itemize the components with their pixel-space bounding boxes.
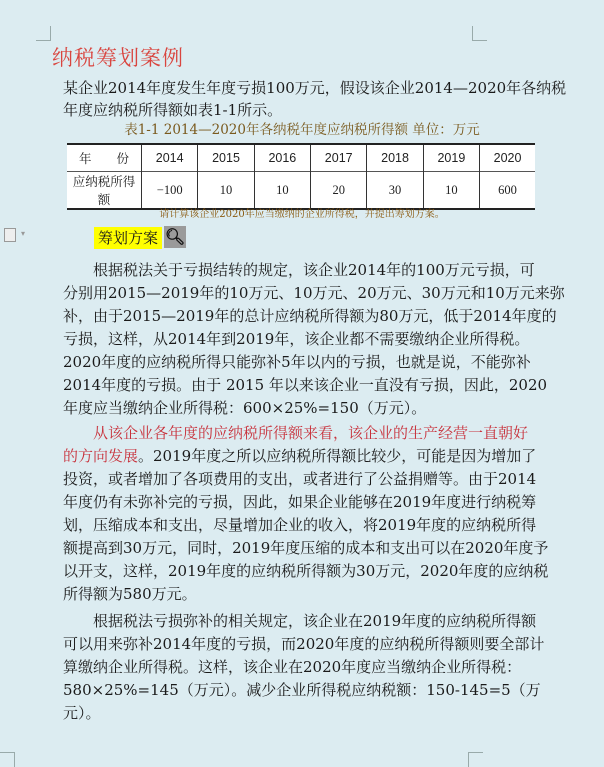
paragraph-line: 算缴纳企业所得税。这样，该企业在2020年度应当缴纳企业所得税：: [63, 658, 522, 676]
paragraph-line: 年度仍有未弥补完的亏损，因此，如果企业能够在2019年度进行纳税筹: [63, 493, 537, 511]
intro-line: 某企业2014年度发生年度亏损100万元，假设该企业2014—2020年各纳税: [63, 79, 567, 97]
table-cell: 10: [423, 172, 479, 210]
paragraph-line: 2014年度的亏损。由于 2015 年以来该企业一直没有亏损，因此，2020: [63, 376, 548, 394]
header-cell: 2018: [367, 144, 423, 172]
paragraph-line: [63, 446, 536, 466]
paragraph-line: 元）。: [63, 704, 101, 722]
paragraph-line: 年度应当缴纳企业所得税：600×25%=150（万元）。: [63, 399, 427, 417]
paragraph-line: 所得额为580万元。: [63, 585, 197, 603]
paragraph-line: 以开支，这样，2019年度的应纳税所得额为30万元，2020年度的应纳税: [63, 562, 549, 580]
paragraph-line: 根据税法亏损弥补的相关规定，该企业在2019年度的应纳税所得额: [93, 612, 537, 630]
table-header-row: [67, 144, 535, 172]
paragraph-line: 补，由于2015—2019年的总计应纳税所得额为80万元，低于2014年度的: [63, 307, 557, 325]
taxable-income-table: [67, 143, 535, 210]
plan-label: 筹划方案: [94, 227, 162, 249]
header-cell: 2019: [423, 144, 479, 172]
header-cell: 2014: [142, 144, 198, 172]
paragraph-line: 可以用来弥补2014年度的亏损，而2020年度的应纳税所得额则要全部计: [63, 635, 545, 653]
paragraph-line: 2020年度的应纳税所得只能弥补5年以内的亏损，也就是说，不能弥补: [63, 353, 531, 371]
highlighted-line: 从该企业各年度的应纳税所得额来看，该企业的生产经营一直朝好: [93, 424, 529, 442]
table-cell: 20: [311, 172, 367, 210]
page-corner-mark: [472, 26, 487, 41]
header-cell: 2015: [198, 144, 254, 172]
paragraph-line: 投资，或者增加了各项费用的支出，或者进行了公益捐赠等。由于2014: [63, 470, 537, 488]
chevron-down-icon[interactable]: ▾: [21, 229, 26, 238]
paragraph-line: 分别用2015—2019年的10万元、10万元、20万元、30万元和10万元来弥: [63, 284, 565, 302]
header-cell: 年 份: [67, 144, 142, 172]
header-cell: 2017: [311, 144, 367, 172]
table-cell: −100: [142, 172, 198, 210]
paragraph-line: 580×25%=145（万元）。减少企业所得税应纳税额：150-145=5（万: [63, 681, 541, 699]
paragraph-line: 划，压缩成本和支出，尽量增加企业的收入，将2019年度的应纳税所得: [63, 516, 537, 534]
table-cell: 600: [480, 172, 535, 210]
highlighted-text: 的方向发展: [63, 447, 139, 465]
paragraph-line: 亏损，这样，从2014年到2019年，该企业都不需要缴纳企业所得税。: [63, 330, 530, 348]
paragraph-line: 根据税法关于亏损结转的规定，该企业2014年的100万元亏损，可: [93, 261, 535, 279]
table-cell: 应纳税所得额: [67, 172, 142, 210]
table-caption: 表1-1 2014—2020年各纳税年度应纳税所得额 单位：万元: [124, 122, 480, 138]
exercise-note: 请计算该企业2020年应当缴纳的企业所得税，并提出筹划方案。: [159, 209, 445, 220]
intro-line: 年度应纳税所得额如表1-1所示。: [63, 101, 283, 119]
paragraph-text: 。2019年度之所以应纳税所得额比较少，可能是因为增加了: [138, 447, 537, 465]
table-row: [67, 172, 535, 210]
table-cell: 30: [367, 172, 423, 210]
document-icon[interactable]: [4, 228, 16, 242]
paragraph-line: 额提高到30万元，同时，2019年度压缩的成本和支出可以在2020年度予: [63, 539, 549, 557]
table-cell: 10: [198, 172, 254, 210]
header-cell: 2020: [480, 144, 535, 172]
search-icon[interactable]: 🔍︎: [164, 227, 186, 246]
header-cell: 2016: [254, 144, 310, 172]
document-title: 纳税筹划案例: [52, 46, 184, 70]
table-cell: 10: [254, 172, 310, 210]
page-corner-mark: [36, 26, 51, 41]
